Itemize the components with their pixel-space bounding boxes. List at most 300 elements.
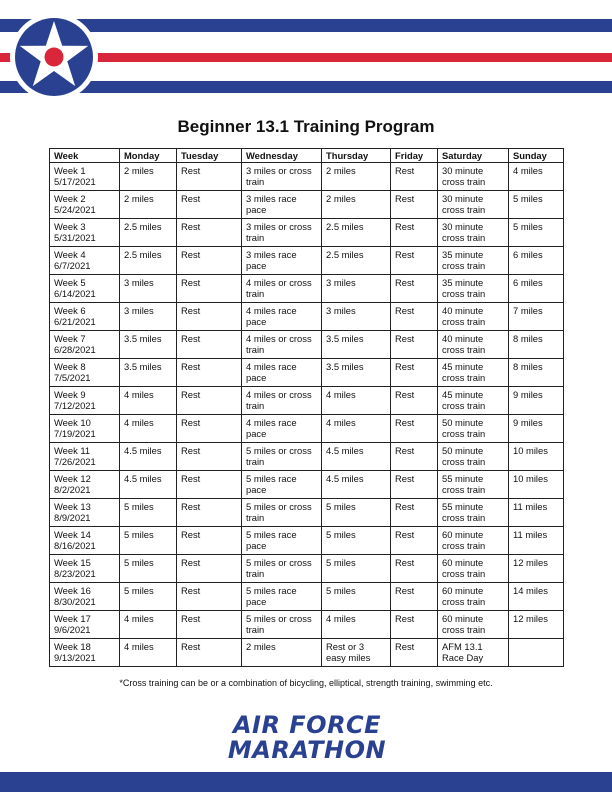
wednesday-cell xyxy=(242,246,322,274)
cell-text: 7/12/2021 xyxy=(54,400,96,412)
cell-text: 30 minute xyxy=(442,164,484,176)
cell-text: cross train xyxy=(442,344,486,356)
cell-text: 3 miles xyxy=(124,276,154,288)
saturday-cell xyxy=(438,470,509,498)
cell-text: Week 10 xyxy=(54,416,91,428)
cell-text: 11 miles xyxy=(513,500,548,512)
cell-text: train xyxy=(246,568,265,580)
cell-text: 4.5 miles xyxy=(124,472,162,484)
cell-text: Week 2 xyxy=(54,192,86,204)
cell-text: Rest xyxy=(181,416,201,428)
cell-text: 11 miles xyxy=(513,528,548,540)
cell-text: 2.5 miles xyxy=(124,248,162,260)
wednesday-cell xyxy=(242,442,322,470)
week-cell xyxy=(50,302,120,330)
cell-text: 30 minute xyxy=(442,220,484,232)
cell-text: 4 miles xyxy=(326,612,356,624)
monday-cell xyxy=(120,330,177,358)
cell-text: cross train xyxy=(442,232,486,244)
cell-text: train xyxy=(246,456,265,468)
cell-text: Rest xyxy=(395,640,415,652)
cell-text: 60 minute xyxy=(442,584,484,596)
saturday-cell xyxy=(438,414,509,442)
cell-text: pace xyxy=(246,316,267,328)
table-row xyxy=(50,470,564,498)
friday-cell xyxy=(391,414,438,442)
air-force-marathon-logo xyxy=(222,713,392,763)
week-cell xyxy=(50,246,120,274)
cell-text: 6/21/2021 xyxy=(54,316,96,328)
monday-cell xyxy=(120,246,177,274)
week-cell xyxy=(50,386,120,414)
sunday-cell xyxy=(509,554,564,582)
cell-text: 4 miles or cross xyxy=(246,276,312,288)
monday-cell xyxy=(120,414,177,442)
cell-text: Rest xyxy=(395,248,415,260)
thursday-cell xyxy=(322,358,391,386)
friday-cell xyxy=(391,442,438,470)
cell-text: 2 miles xyxy=(124,164,154,176)
table-row xyxy=(50,498,564,526)
sunday-cell xyxy=(509,246,564,274)
week-cell xyxy=(50,554,120,582)
cell-text: cross train xyxy=(442,260,486,272)
tuesday-cell xyxy=(177,442,242,470)
column-header: Monday xyxy=(120,149,177,163)
tuesday-cell xyxy=(177,414,242,442)
table-row xyxy=(50,610,564,638)
cell-text: Rest xyxy=(395,528,415,540)
tuesday-cell xyxy=(177,638,242,666)
cell-text: 55 minute xyxy=(442,472,484,484)
cell-text: easy miles xyxy=(326,652,371,664)
friday-cell xyxy=(391,330,438,358)
cell-text: 40 minute xyxy=(442,304,484,316)
star-roundel-icon xyxy=(10,13,98,101)
wednesday-cell xyxy=(242,638,322,666)
cell-text: Rest xyxy=(181,360,201,372)
cell-text: train xyxy=(246,624,265,636)
cell-text: cross train xyxy=(442,596,486,608)
friday-cell xyxy=(391,386,438,414)
tuesday-cell xyxy=(177,330,242,358)
tuesday-cell xyxy=(177,218,242,246)
cell-text: pace xyxy=(246,484,267,496)
tuesday-cell xyxy=(177,610,242,638)
week-cell xyxy=(50,498,120,526)
cell-text: cross train xyxy=(442,540,486,552)
saturday-cell xyxy=(438,162,509,190)
cell-text: 5/17/2021 xyxy=(54,176,96,188)
cell-text: cross train xyxy=(442,316,486,328)
thursday-cell xyxy=(322,442,391,470)
wednesday-cell xyxy=(242,554,322,582)
column-header: Tuesday xyxy=(177,149,242,163)
cell-text: 60 minute xyxy=(442,528,484,540)
friday-cell xyxy=(391,218,438,246)
cell-text: 6/7/2021 xyxy=(54,260,91,272)
cell-text: 9/6/2021 xyxy=(54,624,91,636)
week-cell xyxy=(50,358,120,386)
cell-text: 5 miles xyxy=(326,528,356,540)
cell-text: train xyxy=(246,344,265,356)
sunday-cell xyxy=(509,470,564,498)
cell-text: pace xyxy=(246,540,267,552)
cell-text: Rest xyxy=(395,360,415,372)
cell-text: 35 minute xyxy=(442,276,484,288)
cell-text: Rest xyxy=(395,304,415,316)
cell-text: Rest xyxy=(395,472,415,484)
cell-text: 7/26/2021 xyxy=(54,456,96,468)
table-row xyxy=(50,582,564,610)
cell-text: Week 4 xyxy=(54,248,86,260)
saturday-cell xyxy=(438,330,509,358)
table-row xyxy=(50,638,564,666)
cell-text: 3.5 miles xyxy=(124,332,162,344)
friday-cell xyxy=(391,358,438,386)
thursday-cell xyxy=(322,638,391,666)
monday-cell xyxy=(120,386,177,414)
friday-cell xyxy=(391,162,438,190)
cell-text: cross train xyxy=(442,428,486,440)
table-row xyxy=(50,190,564,218)
table-row xyxy=(50,386,564,414)
cell-text: Rest xyxy=(181,556,201,568)
cell-text: Rest xyxy=(181,220,201,232)
cell-text: 8/2/2021 xyxy=(54,484,91,496)
cell-text: 2.5 miles xyxy=(326,220,364,232)
sunday-cell xyxy=(509,162,564,190)
cell-text: 2.5 miles xyxy=(124,220,162,232)
thursday-cell xyxy=(322,246,391,274)
tuesday-cell xyxy=(177,554,242,582)
cell-text: pace xyxy=(246,372,267,384)
saturday-cell xyxy=(438,554,509,582)
cell-text: pace xyxy=(246,204,267,216)
wednesday-cell xyxy=(242,610,322,638)
tuesday-cell xyxy=(177,582,242,610)
tuesday-cell xyxy=(177,498,242,526)
cell-text: 10 miles xyxy=(513,444,548,456)
cell-text: Rest xyxy=(181,472,201,484)
cell-text: 4 miles or cross xyxy=(246,332,312,344)
thursday-cell xyxy=(322,498,391,526)
cell-text: 3 miles or cross xyxy=(246,220,312,232)
friday-cell xyxy=(391,498,438,526)
cell-text: 3 miles xyxy=(326,304,356,316)
cell-text: Rest xyxy=(181,192,201,204)
cell-text: Week 14 xyxy=(54,528,91,540)
cell-text: cross train xyxy=(442,568,486,580)
cell-text: cross train xyxy=(442,372,486,384)
sunday-cell xyxy=(509,358,564,386)
cell-text: Week 16 xyxy=(54,584,91,596)
cell-text: 7/5/2021 xyxy=(54,372,91,384)
cell-text: 12 miles xyxy=(513,556,548,568)
cell-text: 5/24/2021 xyxy=(54,204,96,216)
sunday-cell xyxy=(509,386,564,414)
saturday-cell xyxy=(438,526,509,554)
cell-text: Week 12 xyxy=(54,472,91,484)
sunday-cell xyxy=(509,442,564,470)
cell-text: 3.5 miles xyxy=(326,360,364,372)
cell-text: 8/30/2021 xyxy=(54,596,96,608)
tuesday-cell xyxy=(177,302,242,330)
column-header: Wednesday xyxy=(242,149,322,163)
week-cell xyxy=(50,330,120,358)
cell-text: Week 8 xyxy=(54,360,86,372)
table-row xyxy=(50,246,564,274)
cell-text: Rest xyxy=(395,612,415,624)
cell-text: Rest xyxy=(395,444,415,456)
monday-cell xyxy=(120,442,177,470)
monday-cell xyxy=(120,274,177,302)
saturday-cell xyxy=(438,190,509,218)
cell-text: 6 miles xyxy=(513,276,543,288)
friday-cell xyxy=(391,582,438,610)
cell-text: 10 miles xyxy=(513,472,548,484)
monday-cell xyxy=(120,358,177,386)
cell-text: Week 3 xyxy=(54,220,86,232)
cell-text: 5/31/2021 xyxy=(54,232,96,244)
cell-text: Rest xyxy=(395,584,415,596)
cell-text: 3 miles or cross xyxy=(246,164,312,176)
cell-text: 6/28/2021 xyxy=(54,344,96,356)
cell-text: cross train xyxy=(442,176,486,188)
wednesday-cell xyxy=(242,498,322,526)
cell-text: 4 miles or cross xyxy=(246,388,312,400)
monday-cell xyxy=(120,302,177,330)
cell-text: cross train xyxy=(442,204,486,216)
sunday-cell xyxy=(509,638,564,666)
friday-cell xyxy=(391,610,438,638)
friday-cell xyxy=(391,470,438,498)
wednesday-cell xyxy=(242,582,322,610)
cell-text: 8 miles xyxy=(513,332,543,344)
cell-text: 3 miles race xyxy=(246,192,297,204)
cell-text: Rest xyxy=(395,416,415,428)
saturday-cell xyxy=(438,274,509,302)
cell-text: Week 11 xyxy=(54,444,91,456)
cell-text: 5 miles or cross xyxy=(246,444,312,456)
week-cell xyxy=(50,414,120,442)
table-row xyxy=(50,330,564,358)
cell-text: 50 minute xyxy=(442,416,484,428)
week-cell xyxy=(50,162,120,190)
table-row xyxy=(50,414,564,442)
tuesday-cell xyxy=(177,526,242,554)
monday-cell xyxy=(120,498,177,526)
table-row xyxy=(50,302,564,330)
thursday-cell xyxy=(322,386,391,414)
cell-text: 5 miles xyxy=(513,192,543,204)
cell-text: 4 miles xyxy=(124,388,154,400)
cell-text: Rest xyxy=(395,220,415,232)
week-cell xyxy=(50,442,120,470)
cell-text: 6 miles xyxy=(513,248,543,260)
cell-text: 5 miles xyxy=(124,584,154,596)
cell-text: Week 7 xyxy=(54,332,86,344)
friday-cell xyxy=(391,302,438,330)
saturday-cell xyxy=(438,498,509,526)
cell-text: 4 miles race xyxy=(246,360,297,372)
saturday-cell xyxy=(438,358,509,386)
cell-text: Rest xyxy=(395,276,415,288)
cell-text: Rest xyxy=(395,192,415,204)
cell-text: 9/13/2021 xyxy=(54,652,96,664)
wednesday-cell xyxy=(242,386,322,414)
tuesday-cell xyxy=(177,162,242,190)
cell-text: 50 minute xyxy=(442,444,484,456)
thursday-cell xyxy=(322,274,391,302)
cell-text: 4 miles xyxy=(513,164,543,176)
cell-text: 5 miles xyxy=(124,528,154,540)
thursday-cell xyxy=(322,302,391,330)
sunday-cell xyxy=(509,582,564,610)
cell-text: 5 miles race xyxy=(246,528,297,540)
friday-cell xyxy=(391,190,438,218)
cell-text: 5 miles xyxy=(326,584,356,596)
friday-cell xyxy=(391,526,438,554)
monday-cell xyxy=(120,638,177,666)
cell-text: 4.5 miles xyxy=(326,472,364,484)
friday-cell xyxy=(391,274,438,302)
table-header-row xyxy=(50,149,564,163)
cell-text: 5 miles or cross xyxy=(246,612,312,624)
wednesday-cell xyxy=(242,526,322,554)
week-cell xyxy=(50,190,120,218)
cell-text: 6/14/2021 xyxy=(54,288,96,300)
monday-cell xyxy=(120,554,177,582)
table-row xyxy=(50,162,564,190)
cell-text: cross train xyxy=(442,624,486,636)
cell-text: 4 miles xyxy=(326,388,356,400)
cell-text: 4 miles xyxy=(124,416,154,428)
cell-text: 40 minute xyxy=(442,332,484,344)
cell-text: 3.5 miles xyxy=(124,360,162,372)
cell-text: train xyxy=(246,512,265,524)
cell-text: 5 miles xyxy=(124,500,154,512)
wednesday-cell xyxy=(242,414,322,442)
tuesday-cell xyxy=(177,358,242,386)
cell-text: Rest xyxy=(181,304,201,316)
week-cell xyxy=(50,582,120,610)
tuesday-cell xyxy=(177,190,242,218)
week-cell xyxy=(50,610,120,638)
cell-text: cross train xyxy=(442,288,486,300)
week-cell xyxy=(50,526,120,554)
wednesday-cell xyxy=(242,470,322,498)
cell-text: Rest or 3 xyxy=(326,640,365,652)
sunday-cell xyxy=(509,302,564,330)
thursday-cell xyxy=(322,330,391,358)
cell-text: 2 miles xyxy=(246,640,276,652)
monday-cell xyxy=(120,218,177,246)
cell-text: 3 miles race xyxy=(246,248,297,260)
table-row xyxy=(50,442,564,470)
cell-text: 5 miles race xyxy=(246,584,297,596)
table-row xyxy=(50,358,564,386)
cell-text: Rest xyxy=(181,164,201,176)
cell-text: 5 miles or cross xyxy=(246,500,312,512)
cell-text: train xyxy=(246,176,265,188)
saturday-cell xyxy=(438,442,509,470)
thursday-cell xyxy=(322,414,391,442)
friday-cell xyxy=(391,246,438,274)
training-table xyxy=(49,148,564,667)
logo-line-2: MARATHON xyxy=(227,736,387,764)
sunday-cell xyxy=(509,610,564,638)
cell-text: 4.5 miles xyxy=(124,444,162,456)
column-header: Sunday xyxy=(509,149,564,163)
cell-text: 2 miles xyxy=(326,192,356,204)
cell-text: 7/19/2021 xyxy=(54,428,96,440)
table-row xyxy=(50,554,564,582)
cell-text: Rest xyxy=(181,388,201,400)
cell-text: 5 miles race xyxy=(246,472,297,484)
cell-text: 45 minute xyxy=(442,388,484,400)
cell-text: Rest xyxy=(181,640,201,652)
cell-text: 8/23/2021 xyxy=(54,568,96,580)
cell-text: 9 miles xyxy=(513,388,543,400)
cell-text: cross train xyxy=(442,456,486,468)
thursday-cell xyxy=(322,218,391,246)
cell-text: 5 miles or cross xyxy=(246,556,312,568)
cell-text: Race Day xyxy=(442,652,484,664)
cell-text: 4.5 miles xyxy=(326,444,364,456)
cell-text: Rest xyxy=(395,500,415,512)
week-cell xyxy=(50,638,120,666)
saturday-cell xyxy=(438,218,509,246)
saturday-cell xyxy=(438,246,509,274)
monday-cell xyxy=(120,470,177,498)
sunday-cell xyxy=(509,274,564,302)
cell-text: Rest xyxy=(395,164,415,176)
cell-text: 14 miles xyxy=(513,584,548,596)
tuesday-cell xyxy=(177,470,242,498)
cell-text: 4 miles race xyxy=(246,416,297,428)
column-header: Saturday xyxy=(438,149,509,163)
cell-text: Week 9 xyxy=(54,388,86,400)
thursday-cell xyxy=(322,190,391,218)
week-cell xyxy=(50,274,120,302)
cell-text: 9 miles xyxy=(513,416,543,428)
cell-text: 4 miles race xyxy=(246,304,297,316)
table-row xyxy=(50,218,564,246)
cell-text: pace xyxy=(246,260,267,272)
cell-text: Week 18 xyxy=(54,640,91,652)
cell-text: 4 miles xyxy=(124,612,154,624)
cell-text: Rest xyxy=(181,276,201,288)
cell-text: Week 6 xyxy=(54,304,86,316)
cell-text: train xyxy=(246,232,265,244)
cell-text: 45 minute xyxy=(442,360,484,372)
cell-text: Rest xyxy=(395,388,415,400)
cell-text: train xyxy=(246,288,265,300)
cell-text: Rest xyxy=(181,248,201,260)
column-header: Friday xyxy=(391,149,438,163)
thursday-cell xyxy=(322,162,391,190)
tuesday-cell xyxy=(177,274,242,302)
sunday-cell xyxy=(509,498,564,526)
cell-text: 2 miles xyxy=(326,164,356,176)
cell-text: 5 miles xyxy=(124,556,154,568)
cell-text: cross train xyxy=(442,484,486,496)
wednesday-cell xyxy=(242,330,322,358)
sunday-cell xyxy=(509,414,564,442)
thursday-cell xyxy=(322,554,391,582)
saturday-cell xyxy=(438,610,509,638)
